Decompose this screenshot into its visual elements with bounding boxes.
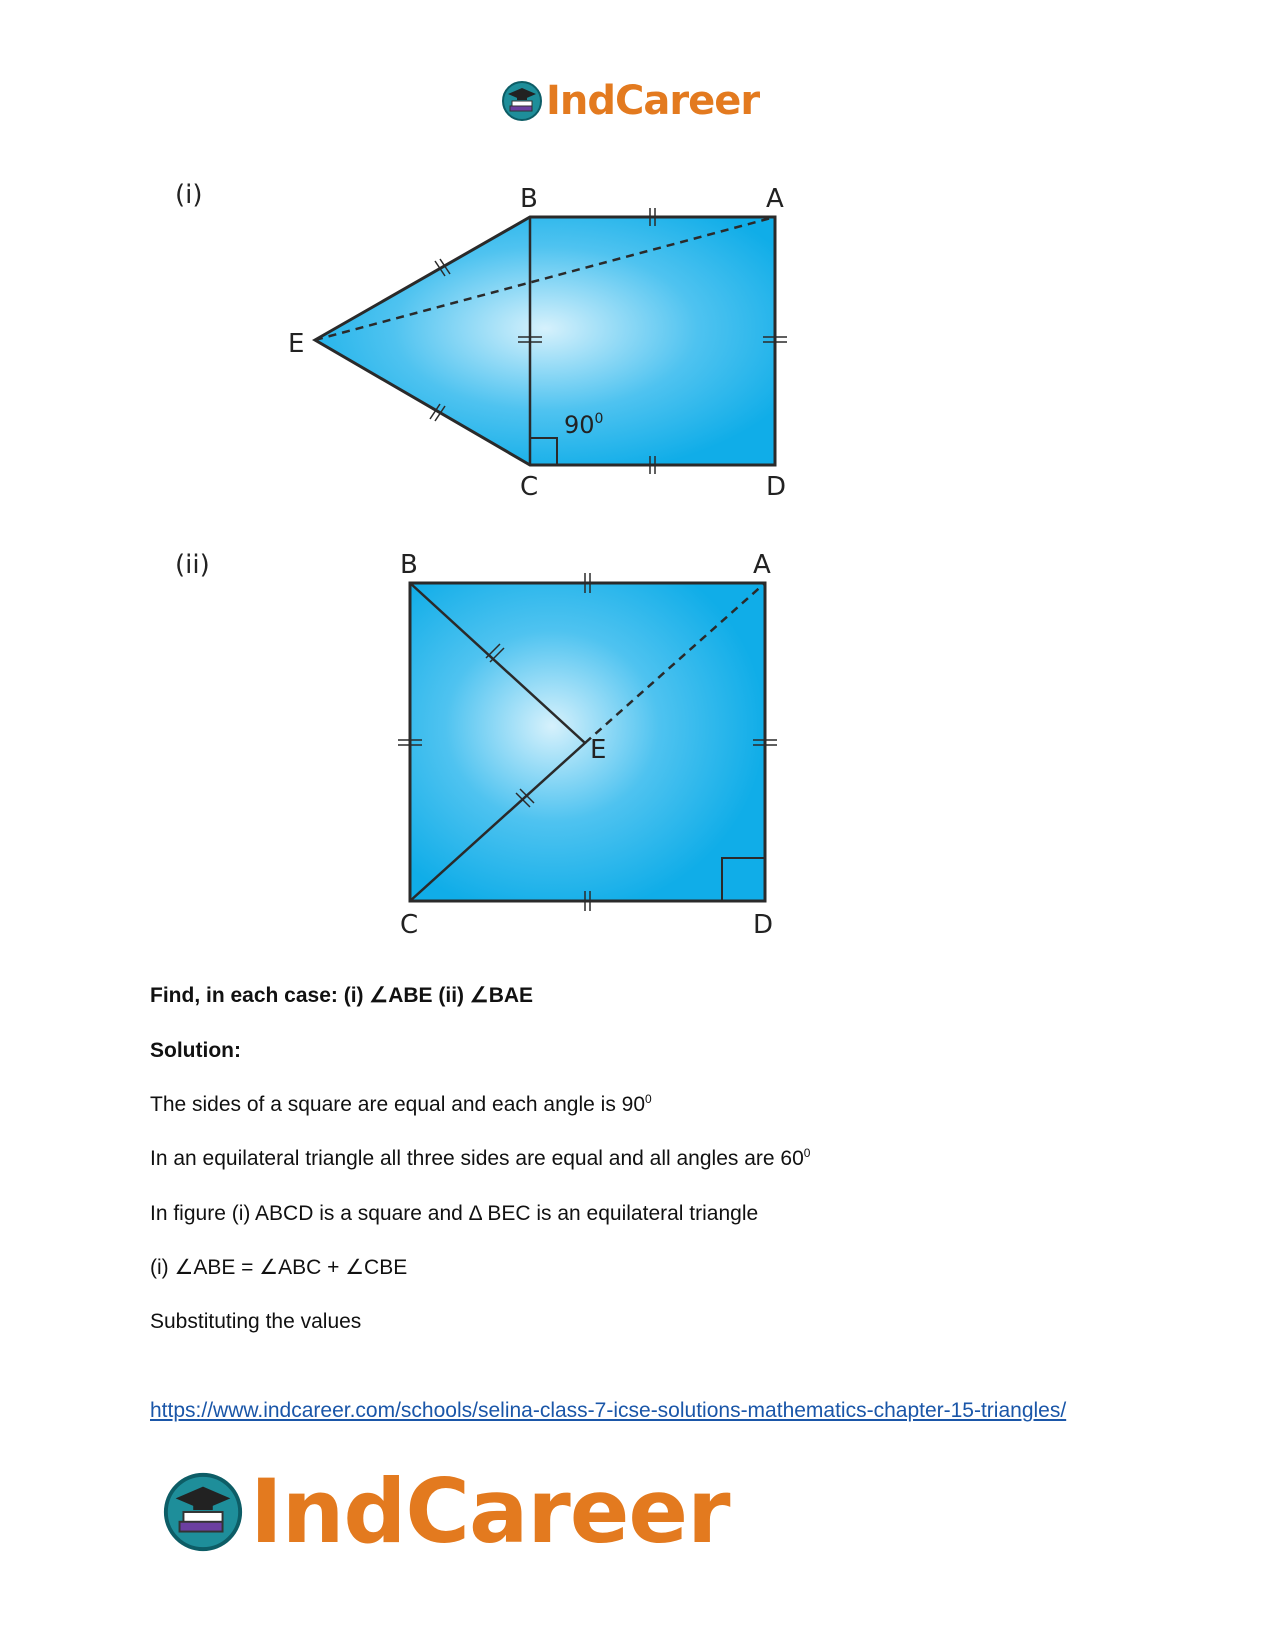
svg-text:C: C [520,472,539,502]
solution-line-2: In an equilateral triangle all three sides are equal and all angles are $60^0$ [150,1146,811,1170]
logo-wordmark: IndCareer [250,1460,730,1563]
indcareer-logo-bottom [160,1460,730,1563]
figure-ii-label: (ii) [175,550,210,580]
figure-ii-diagram [170,545,870,945]
svg-text:E: E [590,735,607,765]
svg-text:E: E [288,329,305,359]
angle-label-90: $90^0$ [564,411,604,439]
figure-i [170,175,870,520]
svg-text:C: C [400,910,419,940]
indcareer-logo-top [500,78,759,124]
solution-line-4: (i) ∠ABE = ∠ABC + ∠CBE [150,1256,408,1279]
figure-ii [170,545,870,950]
figure-i-label: (i) [175,180,203,210]
figure-i-diagram [170,175,870,515]
solution-line-5: Substituting the values [150,1310,362,1333]
graduation-globe-icon [500,79,544,123]
svg-text:A: A [766,184,784,214]
question-text: Find, in each case: (i) ∠ABE (ii) ∠BAE [150,984,534,1007]
solution-line-1: The sides of a square are equal and each angle is $90^0$ [150,1092,652,1116]
svg-text:A: A [753,550,771,580]
svg-text:B: B [400,550,418,580]
svg-text:B: B [520,184,538,214]
logo-wordmark: IndCareer [546,78,760,124]
svg-text:D: D [753,910,774,940]
source-url-link[interactable]: https://www.indcareer.com/schools/selina-class-7-icse-solutions-mathematics-chapter-15-triangles/ [150,1399,1067,1422]
svg-text:D: D [766,472,787,502]
figure-i-shape [315,217,775,465]
solution-heading: Solution: [150,1039,241,1062]
solution-line-3: In figure (i) ABCD is a square and Δ BEC is an equilateral triangle [150,1202,759,1225]
graduation-globe-icon [160,1469,246,1555]
